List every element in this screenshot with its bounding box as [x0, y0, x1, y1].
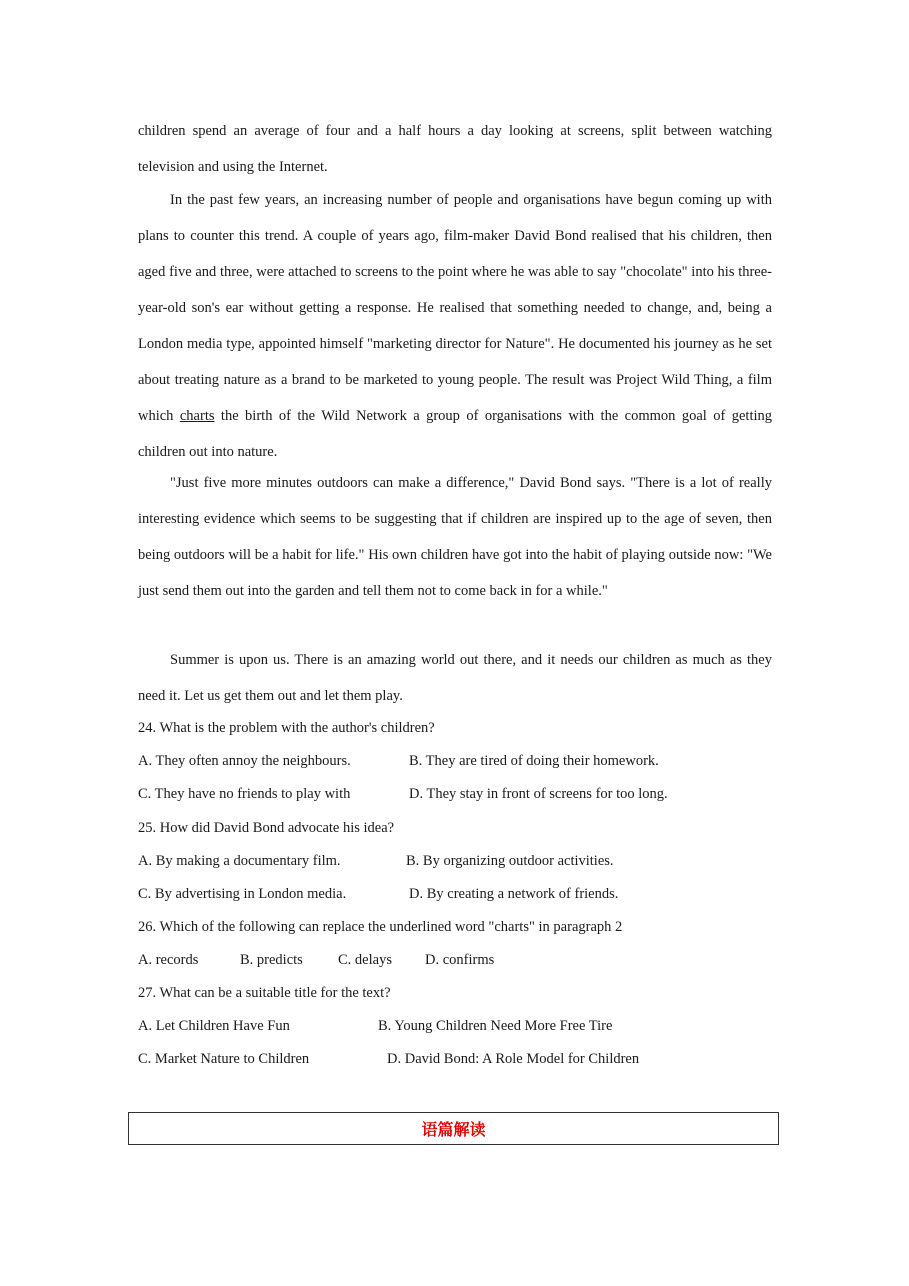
question-24: 24. What is the problem with the author's children? [138, 720, 435, 736]
paragraph-4: Summer is upon us. There is an amazing world out there, and it needs our children as much as they need it. Let us get them out and let them play. [138, 652, 772, 704]
question-26-option-a: A. records [138, 952, 199, 968]
paragraph-1: children spend an average of four and a half hours a day looking at screens, split between watching television and using the Internet. [138, 123, 772, 175]
section-heading: 语篇解读 [421, 1120, 486, 1139]
question-27-option-d: D. David Bond: A Role Model for Children [387, 1051, 640, 1067]
question-27: 27. What can be a suitable title for the text? [138, 985, 391, 1001]
paragraph-2-text-a: In the past few years, an increasing number of people and organisations have begun coming up with plans to counter this trend. A couple of years ago, film-maker David Bond realised that his children, then aged five and three, were attached to screens to the point where he was able to say "chocolate" into his three-year-old son's ear without getting a response. He realised that something needed to change, and, being a London media type, appointed himself "marketing director for Nature". He documented his journey as he set about treating nature as a brand to be marketed to young people. The result was Project Wild Thing, a film which [138, 192, 772, 424]
question-25: 25. How did David Bond advocate his idea? [138, 820, 395, 836]
question-24-option-c: C. They have no friends to play with [138, 786, 351, 802]
question-27-option-a: A. Let Children Have Fun [138, 1018, 290, 1034]
underlined-word: charts [179, 408, 215, 424]
paragraph-3: "Just five more minutes outdoors can make a difference," David Bond says. "There is a lot of really interesting evidence which seems to be suggesting that if children are inspired up to the age of seven, then being outdoors will be a habit for life." His own children have got into the habit of playing outside now: "We just send them out into the garden and tell them not to come back in for a while." [138, 475, 772, 599]
question-26-option-c: C. delays [338, 952, 392, 968]
question-26-option-d: D. confirms [425, 952, 495, 968]
question-24-option-d: D. They stay in front of screens for too long. [409, 786, 668, 802]
question-25-option-c: C. By advertising in London media. [138, 886, 347, 902]
section-heading-box [128, 1112, 779, 1145]
question-25-option-d: D. By creating a network of friends. [409, 886, 619, 902]
question-24-option-a: A. They often annoy the neighbours. [138, 753, 351, 769]
question-25-option-a: A. By making a documentary film. [138, 853, 341, 869]
question-26: 26. Which of the following can replace the underlined word "charts" in paragraph 2 [138, 919, 623, 935]
question-26-option-b: B. predicts [240, 952, 303, 968]
question-25-option-b: B. By organizing outdoor activities. [406, 853, 614, 869]
question-24-option-b: B. They are tired of doing their homework. [409, 753, 659, 769]
question-27-option-c: C. Market Nature to Children [138, 1051, 310, 1067]
question-27-option-b: B. Young Children Need More Free Tire [378, 1018, 613, 1034]
paragraph-2-text-b: the birth of the Wild Network a group of organisations with the common goal of getting children out into nature. [138, 408, 773, 460]
paragraph-2 [138, 182, 772, 470]
